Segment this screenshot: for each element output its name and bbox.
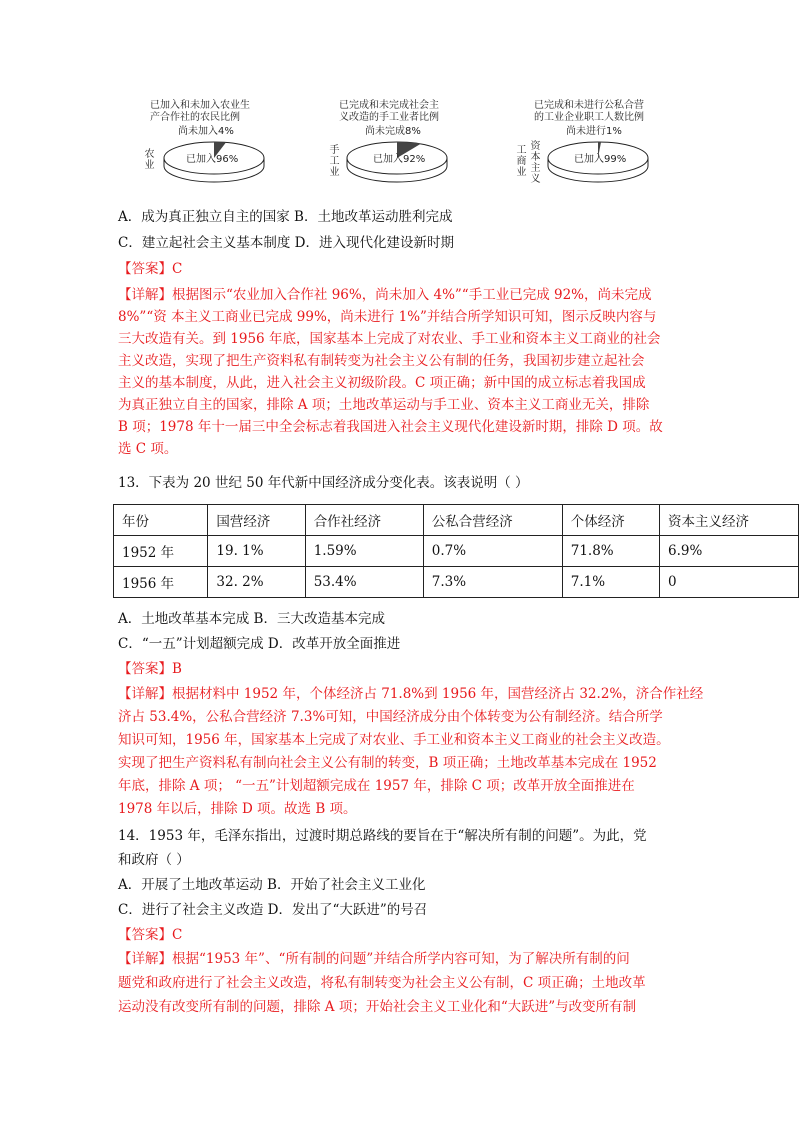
q12-detail-line: 选 C 项。: [118, 441, 178, 457]
q12-detail-line: 8%”“资 本主义工商业已完成 99%，尚未进行 1%”并结合所学知识可知，图示反映内容与: [118, 309, 657, 325]
pie-side-label: 工商业: [514, 144, 525, 177]
q14-answer: 【答案】C: [118, 927, 183, 943]
pie-in-label: 已加入99%: [574, 154, 627, 165]
pie-in-label: 已加入92%: [373, 154, 426, 165]
q13-detail-line: 济占 53.4%，公私合营经济 7.3%可知，中国经济成分由个体转变为公有制经济。结合所学: [118, 709, 663, 725]
table-cell: 53.4%: [305, 567, 423, 598]
table-header-cell: 资本主义经济: [660, 505, 799, 536]
pie-in-label: 已加入96%: [186, 154, 239, 165]
q12-detail-line: 【详解】根据图示“农业加入合作社 96%，尚未加入 4%”“手工业已完成 92%，尚未完成: [118, 287, 652, 303]
table-header-cell: 合作社经济: [305, 505, 423, 536]
q13-stem: 13．下表为 20 世纪 50 年代新中国经济成分变化表。该表说明（ ）: [118, 475, 529, 491]
q12-detail-line: 为真正独立自主的国家，排除 A 项；土地改革运动与手工业、资本主义工商业无关，排除: [118, 397, 650, 413]
pie-caption-line-1: 已完成和未进行公私合营: [534, 100, 644, 111]
figure-pie-industry-commerce: [510, 92, 670, 192]
q13-detail-line: 知识可知，1956 年，国家基本上完成了对农业、手工业和资本主义工商业的社会主义改造。: [118, 732, 670, 748]
q12-detail-line: 主义改造，实现了把生产资料私有制转变为社会主义公有制的任务，我国初步建立起社会: [118, 353, 645, 369]
q12-options-cd: C．建立起社会主义基本制度 D．进入现代化建设新时期: [118, 235, 454, 251]
table-cell: 0: [660, 567, 799, 598]
economy-table: [113, 504, 799, 598]
table-header-cell: 年份: [114, 505, 208, 536]
table-row: [114, 567, 799, 598]
pie-caption-line-1: 已加入和未加入农业生: [150, 100, 250, 111]
q13-detail-line: 1978 年以后，排除 D 项。故选 B 项。: [118, 801, 357, 817]
pie-caption-line-1: 已完成和未完成社会主: [339, 100, 439, 111]
figure-pie-handicraft: [325, 92, 475, 192]
table-cell: 0.7%: [423, 536, 562, 567]
q13-detail-line: 年底，排除 A 项； “一五”计划超额完成在 1957 年，排除 C 项；改革开放全面推进在: [118, 778, 635, 794]
q14-detail-line: 题党和政府进行了社会主义改造，将私有制转变为社会主义公有制，C 项正确；土地改革: [118, 975, 646, 991]
q12-detail-line: B 项；1978 年十一届三中全会标志着我国进入社会主义现代化建设新时期，排除 D 项。故: [118, 419, 663, 435]
q13-options-ab: A．土地改革基本完成 B．三大改造基本完成: [118, 611, 385, 627]
q14-options-ab: A．开展了土地改革运动 B．开始了社会主义工业化: [118, 877, 426, 893]
table-cell: 7.1%: [562, 567, 659, 598]
table-header-row: [114, 505, 799, 536]
table-cell: 1956 年: [114, 567, 208, 598]
q13-detail-line: 实现了把生产资料私有制向社会主义公有制的转变，B 项正确；土地改革基本完成在 1952: [118, 755, 657, 771]
pie-not-label: 尚未完成8%: [365, 126, 421, 137]
table-cell: 71.8%: [562, 536, 659, 567]
table-cell: 1952 年: [114, 536, 208, 567]
q14-detail-line: 运动没有改变所有制的问题，排除 A 项；开始社会主义工业化和“大跃进”与改变所有制: [118, 999, 637, 1015]
table-header-cell: 国营经济: [208, 505, 305, 536]
pie-caption-line-2: 的工业企业职工人数比例: [534, 112, 644, 123]
q12-options-ab: A．成为真正独立自主的国家 B．土地改革运动胜利完成: [118, 209, 453, 225]
table-cell: 1.59%: [305, 536, 423, 567]
q13-detail-line: 【详解】根据材料中 1952 年，个体经济占 71.8%到 1956 年，国营经济占 32.2%，济合作社经: [118, 686, 704, 702]
q13-answer: 【答案】B: [118, 661, 182, 677]
pie-not-label: 尚未加入4%: [178, 126, 234, 137]
q14-detail-line: 【详解】根据“1953 年”、“所有制的问题”并结合所学内容可知，为了解决所有制的问: [118, 951, 630, 967]
table-cell: 7.3%: [423, 567, 562, 598]
table-row: [114, 536, 799, 567]
pie-side-label: 手工业: [327, 144, 338, 177]
table-cell: 19. 1%: [208, 536, 305, 567]
pie-caption-line-2: 产合作社的农民比例: [150, 112, 240, 123]
q12-detail-line: 主义的基本制度，从此，进入社会主义初级阶段。C 项正确；新中国的成立标志着我国成: [118, 375, 646, 391]
q14-stem-line: 和政府（ ）: [118, 852, 190, 868]
pie-not-label: 尚未进行1%: [566, 126, 622, 137]
figure-pie-agriculture: [138, 92, 278, 192]
q14-options-cd: C．进行了社会主义改造 D．发出了“大跃进”的号召: [118, 902, 428, 918]
q13-options-cd: C．“一五”计划超额完成 D．改革开放全面推进: [118, 636, 401, 652]
table-cell: 32. 2%: [208, 567, 305, 598]
q12-detail-line: 三大改造有关。到 1956 年底，国家基本上完成了对农业、手工业和资本主义工商业的社会: [118, 331, 661, 347]
q12-answer: 【答案】C: [118, 261, 183, 277]
table-header-cell: 个体经济: [562, 505, 659, 536]
pie-side-label-2: 资本主义: [528, 140, 539, 184]
q14-stem-line: 14．1953 年，毛泽东指出，过渡时期总路线的要旨在于“解决所有制的问题”。为此，党: [118, 828, 647, 844]
pie-caption-line-2: 义改造的手工业者比例: [339, 112, 439, 123]
table-cell: 6.9%: [660, 536, 799, 567]
table-header-cell: 公私合营经济: [423, 505, 562, 536]
pie-side-label: 农业: [142, 148, 153, 170]
